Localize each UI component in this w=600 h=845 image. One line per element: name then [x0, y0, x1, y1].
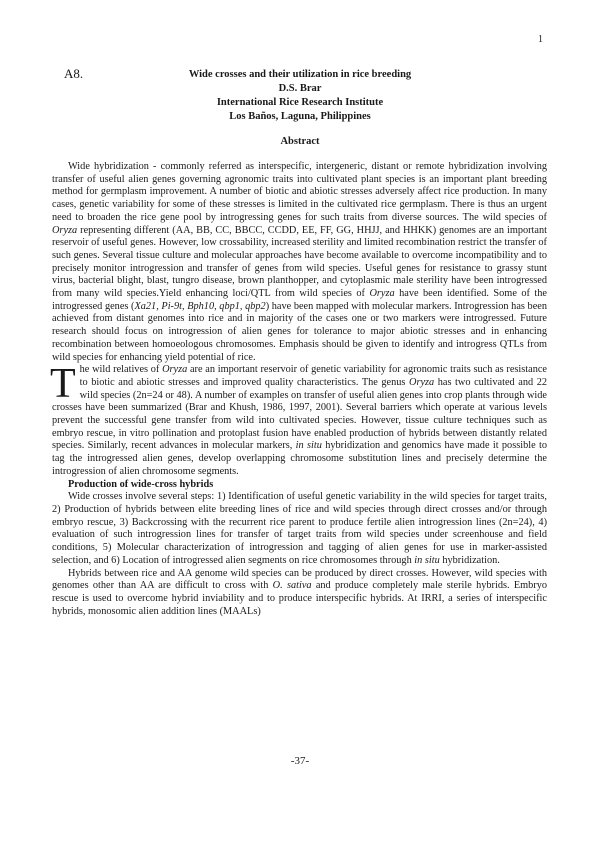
location: Los Baños, Laguna, Philippines: [229, 111, 371, 122]
abstract-heading: Abstract: [280, 136, 320, 147]
steps-paragraph: Wide crosses involve several steps: 1) Identification of useful genetic variability in the wild species for target traits, 2) Production of hybrids between elite breeding lines of rice and wild species through direct crosses and/or through embryo rescue, 3) Backcrossing with the recurrent rice parent to produce fertile alien introgression lines (2n=24), 4) evaluation of such introgression lines for transfer of target traits from wild species under screenhouse and field conditions, 5) Molecular characterization of introgression and tagging of alien genes for use in marker-assisted selection, and 6) Location of introgressed alien segments on rice chromosomes through in situ hybridization.: [52, 491, 547, 566]
paper-body: [52, 161, 547, 618]
paper-header: [0, 68, 600, 124]
institute: International Rice Research Institute: [216, 97, 384, 108]
section-heading: Production of wide-cross hybrids: [68, 478, 214, 490]
author: D.S. Brar: [278, 83, 322, 94]
drop-cap: T: [50, 361, 76, 408]
footer-page-number: -37-: [290, 755, 310, 767]
hybrids-paragraph: Hybrids between rice and AA genome wild species can be produced by direct crosses. However, wild species with genomes other than AA are difficult to cross with O. sativa and produce completely male sterile hybrids. Embryo rescue is used to overcome hybrid inviability and to produce interspecific hybrids. At IRRI, a series of interspecific hybrids, monosomic alien addition lines (MAALs): [52, 567, 548, 617]
abstract-code: A8.: [64, 66, 84, 81]
abstract-paragraph: Wide hybridization - commonly referred as interspecific, intergeneric, distant or remote hybridization involving transfer of useful alien genes governing agronomic traits into cultivated plant species is an important plant breeding method for germplasm improvement. A number of biotic and abiotic stresses adversely affect rice production. In many cases, genetic variability for some of these stresses is limited in the cultivated rice germplasm. There is thus an urgent need to broaden the rice gene pool by introgressing genes for such traits from diverse sources. The wild species of Oryza representing different (AA, BB, CC, BBCC, CCDD, EE, FF, GG, HHJJ, and HHKK) genomes are an important reservoir of useful genes. However, low crossability, increased sterility and limited recombination restrict the transfer of such genes. Several tissue culture and molecular approaches have become available to overcome incompatibility and to precisely monitor introgression and transfer of genes from wild species. Useful genes for resistance to grassy stunt virus, bacterial blight, blast, tungro disease, brown planthopper, and cytoplasmic male sterility have been introgressed from many wild species.Yield enhancing loci/QTL from wild species of Oryza have been identified. Some of the introgressed genes (Xa21, Pi-9t, Bph10, qbp1, qbp2) have been mapped with molecular markers. Introgression has been achieved from distant genomes into rice and in majority of the cases one or two markers were introgressed. Future research should focus on introgression of alien genes for tolerance to major abiotic stresses and in enhancing recombination between homoeologous chromosomes. Emphasis should be given to identify and introgress QTLs from wild species for enhancing yield potential of rice.: [52, 161, 547, 363]
intro-paragraph: The wild relatives of Oryza are an important reservoir of genetic variability for agronomic traits such as resistance to biotic and abiotic stresses and improved quality characteristics. The genus Oryza has two cultivated and 22 wild species (2n=24 or 48). A number of examples on transfer of useful alien genes into crop plants through wide crosses have been summarized (Brar and Khush, 1986, 1997, 2001). Several barriers which operate at various levels prevent the successful gene transfer from wild into cultivated species. However, tissue culture techniques such as embryo rescue, in vitro pollination and protoplast fusion have enabled production of hybrids between distantly related species. Similarly, recent advances in molecular markers, in situ hybridization and genomics have made it possible to tag the introgressed alien genes, develop overlapping chromosome substitution lines and precisely determine the introgression of alien chromosome segments.: [50, 361, 547, 477]
paper-title: Wide crosses and their utilization in rice breeding: [188, 69, 412, 80]
page-number: 1: [538, 34, 543, 45]
